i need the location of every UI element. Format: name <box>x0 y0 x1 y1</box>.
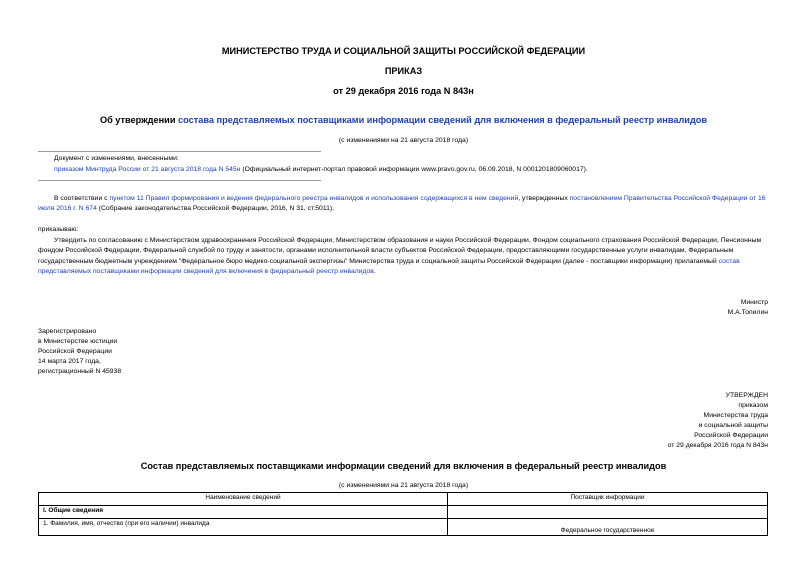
signature-name: М.А.Топилин <box>727 309 768 316</box>
amendment-note: (с изменениями на 21 августа 2018 года) <box>338 137 469 144</box>
registration-line-3: Российской Федерации <box>38 348 112 355</box>
order-text: Утвердить по согласованию с Министерством здравоохранения Российской Федерации, Министерством образования и науки Российской Федерации, Фондом социального страхования Российской Федерации, Пенсионным фондом Российской Федерации, Федеральной службой по труду и занятости, органами исполнительной власти субъектов Российской Федерации, предоставляющими государственные услуги инвалидам, Федеральным государственным бюджетным учреждением "Федеральное бюро медико-социальной экспертизы" Министерства труда и социальной защиты Российской Федерации (далее - поставщики информации) прилагаемый <box>38 237 762 265</box>
order-paragraph <box>38 236 768 277</box>
column-header-name: Наименование сведений <box>39 493 448 506</box>
registration-line-2: в Министерстве юстиции <box>38 338 118 345</box>
approved-line-5: Российской Федерации <box>694 432 768 439</box>
composition-amend-note: (с изменениями на 21 августа 2018 года) <box>338 482 469 489</box>
approved-line-6: от 29 декабря 2016 года N 843н <box>667 442 768 449</box>
table-header-row <box>39 493 768 506</box>
order-word: приказываю: <box>38 226 79 233</box>
amendment-intro: Документ с изменениями, внесенными: <box>54 155 179 162</box>
preamble-text-start: В соответствии с <box>54 195 110 202</box>
composition-link[interactable]: состав представляемых поставщиками информации сведений для включения в федеральный реестр инвалидов <box>38 257 740 275</box>
divider-top <box>38 151 321 152</box>
rules-link[interactable]: пунктом 11 Правил формирования и ведения федерального реестра инвалидов и использования содержащихся в нем сведений <box>109 195 519 202</box>
signature-role: Министр <box>740 299 768 306</box>
resolution-link[interactable]: постановлением Правительства Российской Федерации от 16 июля 2016 г. N 674 <box>38 195 766 213</box>
composition-table <box>38 492 768 536</box>
approved-line-3: Министерства труда <box>703 412 768 419</box>
document-type: ПРИКАЗ <box>384 66 423 76</box>
document-title-link[interactable]: состава представляемых поставщиками информации сведений для включения в федеральный реестр инвалидов <box>178 115 708 125</box>
section-general: I. Общие сведения <box>39 506 448 519</box>
table-section-row <box>39 506 768 519</box>
document-title <box>0 115 807 125</box>
registration-line-4: 14 марта 2017 года, <box>38 358 101 365</box>
divider-bottom <box>38 180 321 181</box>
amendment-line <box>54 166 588 173</box>
preamble-paragraph <box>38 194 768 215</box>
registration-line-1: Зарегистрировано <box>38 328 97 335</box>
order-text-end: . <box>373 267 376 275</box>
registration-line-5: регистрационный N 45938 <box>38 368 122 375</box>
approved-line-1: УТВЕРЖДЕН <box>725 392 768 399</box>
approved-line-4: и социальной защиты <box>698 422 768 429</box>
section-general-supplier <box>448 506 768 519</box>
document-date-number: от 29 декабря 2016 года N 843н <box>333 86 474 96</box>
amendment-source: (Официальный интернет-портал правовой информации www.pravo.gov.ru, 06.09.2018, N 0001201809060017). <box>240 166 588 173</box>
amendment-link[interactable]: приказом Минтруда России от 21 августа 2018 года N 545н <box>54 166 241 173</box>
preamble-text-end: (Собрание законодательства Российской Федерации, 2016, N 31, ст.5011), <box>96 205 335 213</box>
composition-title: Состав представляемых поставщиками информации сведений для включения в федеральный реестр инвалидов <box>140 461 667 471</box>
column-header-supplier: Поставщик информации <box>448 493 768 506</box>
preamble-text-mid: , утвержденных <box>518 195 570 202</box>
approved-line-2: приказом <box>738 402 768 409</box>
ministry-heading: МИНИСТЕРСТВО ТРУДА И СОЦИАЛЬНОЙ ЗАЩИТЫ РОССИЙСКОЙ ФЕДЕРАЦИИ <box>221 46 586 56</box>
row-supplier-cell: Федеральное государственное <box>448 519 768 536</box>
document-title-prefix: Об утверждении <box>99 115 176 125</box>
table-row <box>39 519 768 536</box>
row-name-cell: 1. Фамилия, имя, отчество (при его наличии) инвалида <box>39 519 448 536</box>
